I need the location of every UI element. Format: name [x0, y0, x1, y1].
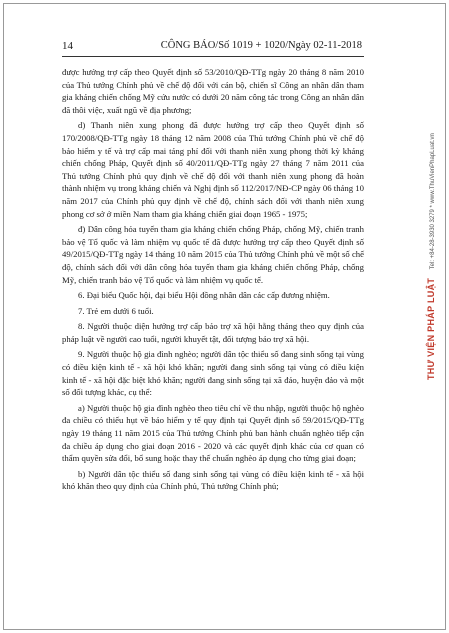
paragraph: a) Người thuộc hộ gia đình nghèo theo tiêu chí về thu nhập, người thuộc hộ nghèo đa chiều có thiếu hụt về bảo hiểm y tế quy định tại Quyết định số 59/2015/QĐ-TTg ngày 19 tháng 11 năm 2015 của Thủ tướng Chính phủ ban hành chuẩn nghèo tiếp cận đa chiều áp dụng cho giai đoạn 2016 - 2020 và các quyết định khác của cơ quan có thẩm quyền sửa đổi, bổ sung hoặc thay thế chuẩn nghèo áp dụng cho từng giai đoạn;: [62, 402, 364, 464]
paragraph: d) Thanh niên xung phong đã được hưởng trợ cấp theo Quyết định số 170/2008/QĐ-TTg ngày 18 tháng 12 năm 2008 của Thủ tướng Chính phủ về chế độ bảo hiểm y tế và trợ cấp mai táng phí đối với thanh niên xung phong thời kỳ kháng chiến chống Pháp, Quyết định số 40/2011/QĐ-TTg ngày 27 tháng 7 năm 2011 của Thủ tướng Chính phủ quy định về chế độ đối với thanh niên xung phong đã hoàn thành nhiệm vụ trong kháng chiến và Nghị định số 112/2017/NĐ-CP ngày 06 tháng 10 năm 2017 của Chính phủ quy định về chế độ, chính sách đối với thanh niên xung phong cơ sở ở miền Nam tham gia kháng chiến giai đoạn 1965 - 1975;: [62, 120, 364, 219]
watermark-sub: Tel: +84-28-3930 3279 * www.ThuVienPhapLuat.vn: [430, 133, 436, 270]
paragraph: đ) Dân công hỏa tuyến tham gia kháng chiến chống Pháp, chống Mỹ, chiến tranh bảo vệ Tổ quốc và làm nhiệm vụ quốc tế đã được hưởng trợ cấp theo Quyết định số 49/2015/QĐ-TTg ngày 14 tháng 10 năm 2015 của Thủ tướng Chính phủ về một số chế độ, chính sách đối với dân công hỏa tuyến tham gia kháng chiến chống Pháp, chống Mỹ, chiến tranh bảo vệ Tổ quốc và làm nhiệm vụ quốc tế.: [62, 224, 364, 285]
watermark-main: THƯ VIỆN PHÁP LUẬT: [426, 277, 436, 380]
paragraph: được hưởng trợ cấp theo Quyết định số 53/2010/QĐ-TTg ngày 20 tháng 8 năm 2010 của Thủ tướng Chính phủ về chế độ đối với cán bộ, chiến sĩ Công an nhân dân tham gia kháng chiến chống Mỹ cứu nước có dưới 20 năm công tác trong Công an nhân dân đã thôi việc, xuất ngũ về địa phương;: [62, 67, 364, 115]
paragraph: 6. Đại biểu Quốc hội, đại biểu Hội đồng nhân dân các cấp đương nhiệm.: [78, 290, 330, 301]
watermark: [421, 133, 439, 380]
gazette-title: CÔNG BÁO/Số 1019 + 1020/Ngày 02-11-2018: [160, 40, 362, 51]
document-body: [62, 66, 364, 496]
paragraph: b) Người dân tộc thiểu số đang sinh sống tại vùng có điều kiện kinh tế - xã hội khó khăn theo quy định của Chính phủ, Thủ tướng Chính phủ;: [62, 468, 364, 492]
page-header: [62, 40, 362, 54]
header-rule: [62, 56, 364, 57]
paragraph: 7. Trẻ em dưới 6 tuổi.: [78, 305, 154, 316]
paragraph: 9. Người thuộc hộ gia đình nghèo; người dân tộc thiểu số đang sinh sống tại vùng có điều kiện kinh tế - xã hội khó khăn; người đang sinh sống tại vùng có điều kiện kinh tế - xã hội đặc biệt khó khăn; người đang sinh sống tại xã đảo, huyện đảo và một số đối tượng khác, cụ thể:: [62, 349, 364, 398]
page-number: 14: [62, 40, 73, 52]
paragraph: 8. Người thuộc diện hưởng trợ cấp bảo trợ xã hội hằng tháng theo quy định của pháp luật về người cao tuổi, người khuyết tật, đối tượng bảo trợ xã hội.: [62, 321, 364, 344]
